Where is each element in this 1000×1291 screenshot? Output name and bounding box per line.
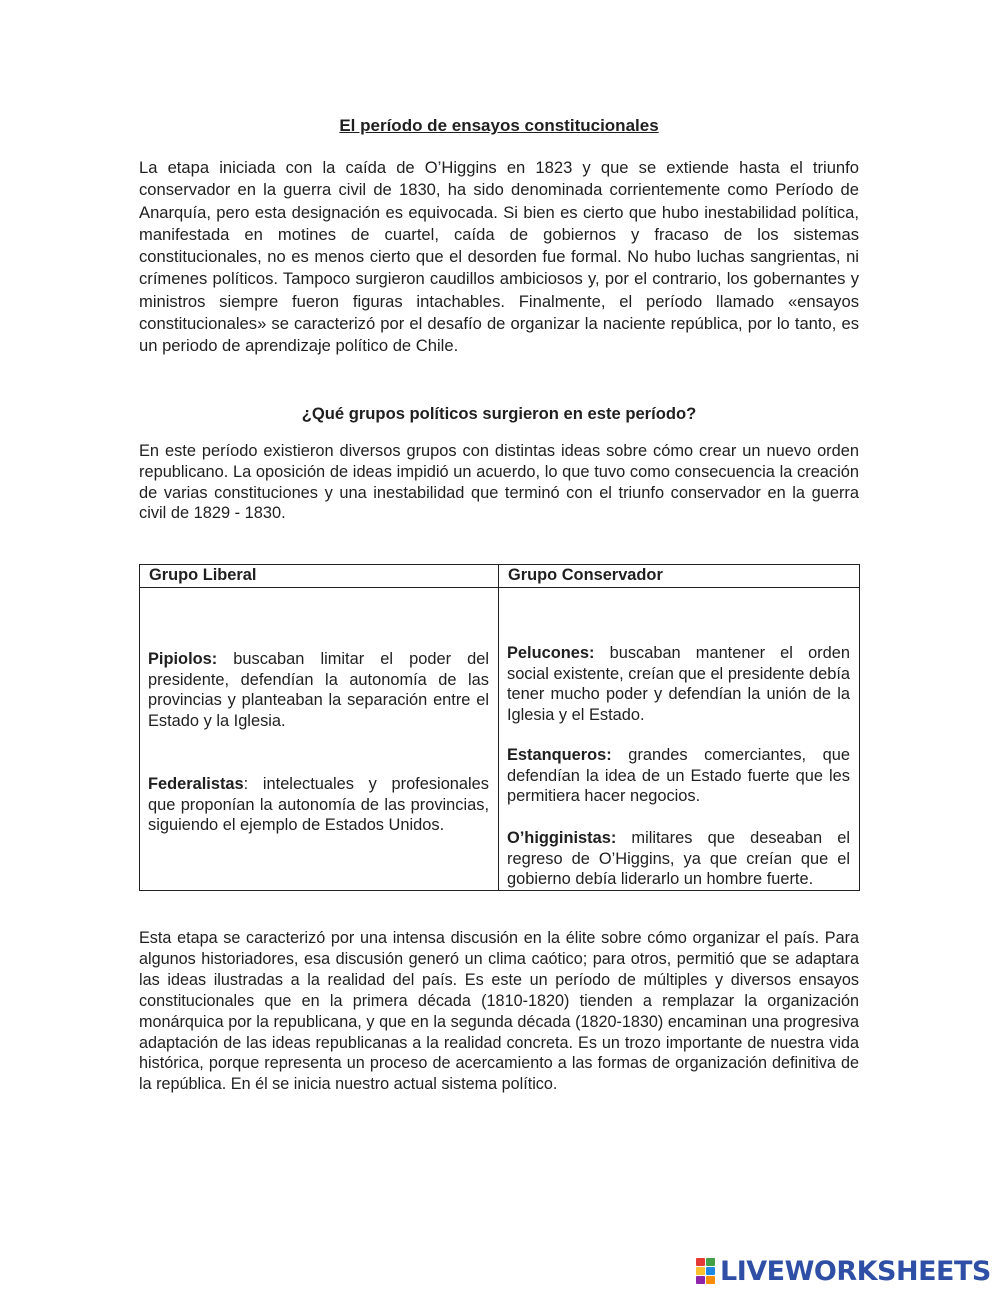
estanqueros-term: Estanqueros:	[507, 746, 612, 764]
logo-mark-tile	[706, 1276, 715, 1284]
conservative-group-header: Grupo Conservador	[499, 565, 860, 588]
pelucones-term: Pelucones:	[507, 644, 595, 662]
logo-mark-icon	[696, 1258, 716, 1284]
ohigginistas-description: militares que deseaban el regreso de O’Higgins, ya que creían que el gobierno debía liderarlo un hombre fuerte.	[507, 829, 850, 889]
table-body-row	[140, 588, 860, 891]
liberal-group-cell	[140, 588, 499, 891]
pelucones-description: buscaban mantener el orden social existente, creían que el presidente debía tener mucho poder y defendían la unión de la Iglesia y el Estado.	[507, 644, 850, 724]
conclusion-paragraph: Esta etapa se caracterizó por una intensa discusión en la élite sobre cómo organizar el país. Para algunos historiadores, esa discusión generó un clima caótico; para otros, permitió que se adaptara las ideas ilustradas a la realidad del país. Es este un período de múltiples y diversos ensayos constitucionales que en la primera década (1810-1820) tienden a remplazar la organización monárquica por la republicana, y que en la segunda década (1820-1830) encaminan una progresiva adaptación de las ideas republicanas a la realidad concreta. Es un trozo importante de nuestra vida histórica, porque representa un proceso de acercamiento a las formas de organización definitiva de la república. En él se inicia nuestro actual sistema político.	[139, 929, 859, 1094]
pelucones-entry	[507, 643, 850, 725]
federalistas-entry	[148, 774, 489, 836]
federalistas-term: Federalistas	[148, 775, 244, 793]
estanqueros-entry	[507, 745, 850, 807]
estanqueros-description: grandes comerciantes, que defendían la idea de un Estado fuerte que les permitiera hacer negocios.	[507, 746, 850, 806]
liveworksheets-logo	[696, 1256, 991, 1286]
political-groups-table	[139, 564, 860, 891]
pipiolos-entry	[148, 649, 489, 731]
section-question: ¿Qué grupos políticos surgieron en este período?	[301, 404, 697, 423]
ohigginistas-term: O’higginistas:	[507, 829, 617, 847]
table-header-row	[140, 565, 860, 588]
federalistas-description: : intelectuales y profesionales que proponían la autonomía de las provincias, siguiendo el ejemplo de Estados Unidos.	[148, 775, 489, 835]
page-title: El período de ensayos constitucionales	[339, 116, 659, 135]
ohigginistas-entry	[507, 828, 850, 890]
groups-intro-paragraph: En este período existieron diversos grupos con distintas ideas sobre cómo crear un nuevo orden republicano. La oposición de ideas impidió un acuerdo, lo que tuvo como consecuencia la creación de varias constituciones y una inestabilidad que terminó con el triunfo conservador en la guerra civil de 1829 - 1830.	[139, 442, 859, 523]
logo-mark-tile	[706, 1267, 715, 1275]
conservative-group-cell	[499, 588, 860, 891]
logo-mark-tile	[706, 1258, 715, 1266]
liberal-group-header: Grupo Liberal	[140, 565, 499, 588]
pipiolos-description: buscaban limitar el poder del presidente, defendían la autonomía de las provincias y planteaban la separación entre el Estado y la Iglesia.	[148, 650, 489, 730]
logo-mark-tile	[696, 1258, 705, 1266]
logo-mark-tile	[696, 1276, 705, 1284]
logo-mark-tile	[696, 1267, 705, 1275]
intro-paragraph: La etapa iniciada con la caída de O’Higgins en 1823 y que se extiende hasta el triunfo conservador en la guerra civil de 1830, ha sido denominada corrientemente como Período de Anarquía, pero esta designación es equivocada. Si bien es cierto que hubo inestabilidad política, manifestada en motines de cuartel, caída de gobiernos y fracaso de los sistemas constitucionales, no es menos cierto que el desorden fue formal. No hubo luchas sangrientas, ni crímenes políticos. Tampoco surgieron caudillos ambiciosos y, por el contrario, los gobernantes y ministros siempre fueron figuras intachables. Finalmente, el período llamado «ensayos constitucionales» se caracterizó por el desafío de organizar la naciente república, por lo tanto, es un periodo de aprendizaje político de Chile.	[139, 158, 859, 356]
pipiolos-term: Pipiolos:	[148, 650, 218, 668]
logo-text: LIVEWORKSHEETS	[720, 1255, 991, 1287]
